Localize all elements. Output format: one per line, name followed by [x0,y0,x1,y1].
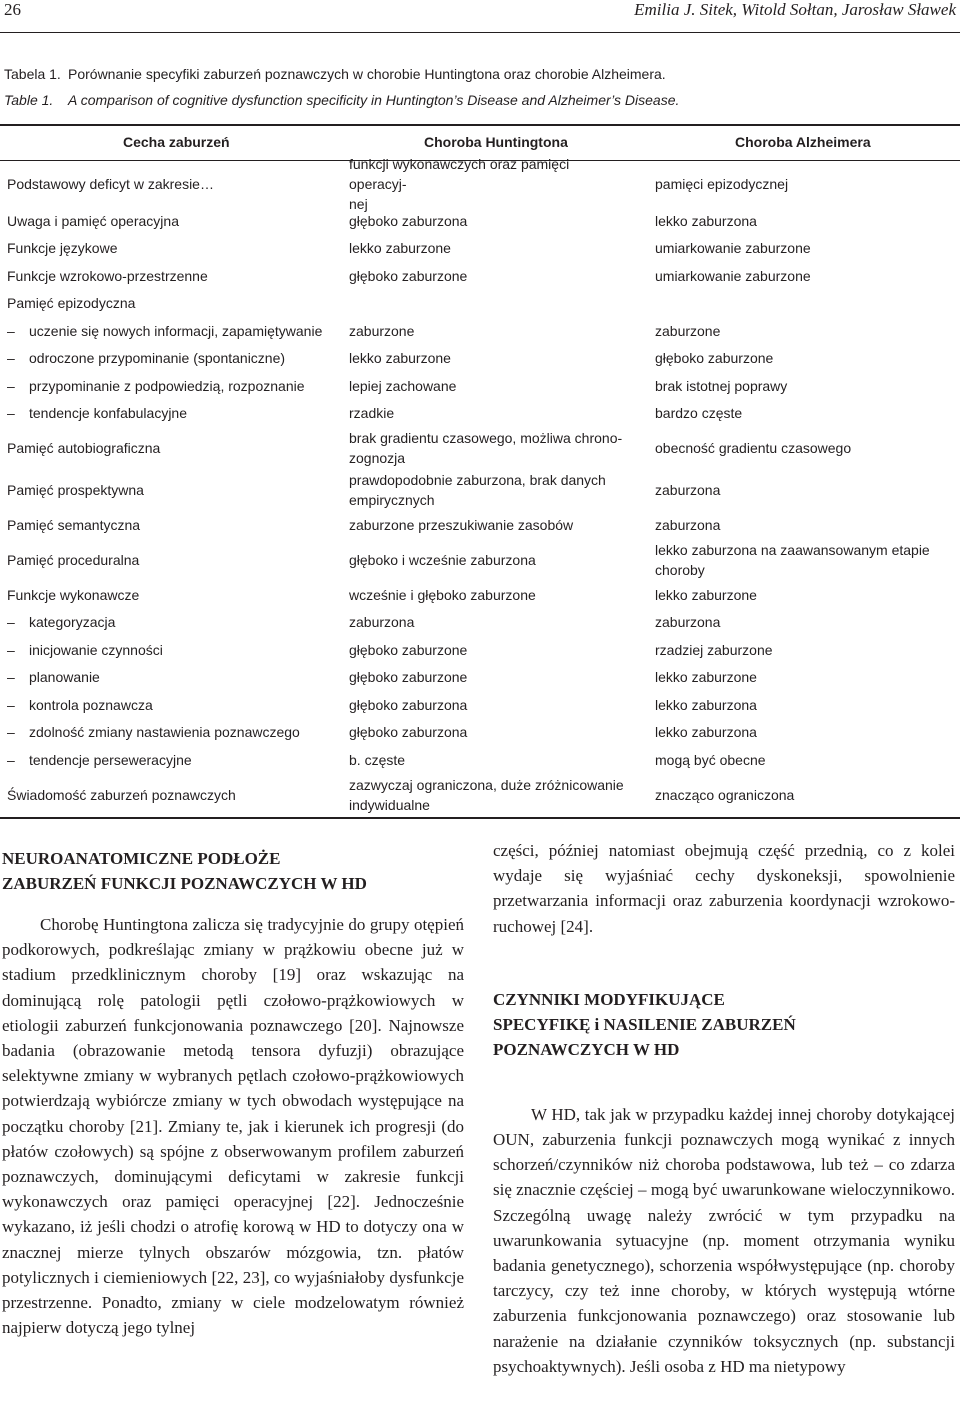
cell-alzheimer: pamięci epizodycznej [655,176,789,192]
cell-feature: – tendencje perseweracyjne [7,750,359,770]
table-caption-pl [4,66,666,82]
cell-feature: Pamięć epizodyczna [7,295,136,311]
table-row [0,207,960,234]
cell-alzheimer: znacząco ograniczona [655,787,795,803]
table-row [0,773,960,817]
cell-alzheimer: rzadziej zaburzone [655,641,773,658]
table-row [0,511,960,539]
cell-feature: – przypominanie z podpowiedzią, rozpoznanie [7,376,359,396]
table-row [0,372,960,399]
header-alzheimer: Choroba Alzheimera [735,134,871,150]
cell-alzheimer: mogą być obecne [655,751,766,768]
cell-huntington: zaburzona [349,614,415,630]
cell-feature: Uwaga i pamięć operacyjna [7,212,179,229]
cell-alzheimer: zaburzone [655,322,721,339]
cell-huntington: lekko zaburzone [349,240,451,256]
table-row [0,399,960,427]
caption-label: Tabela 1. [4,66,61,82]
table-bottom-rule [0,817,960,819]
table-row [0,262,960,289]
cell-alzheimer: brak istotnej poprawy [655,377,788,394]
table-row [0,469,960,511]
caption-text: Porównanie specyfiki zaburzeń poznawczych w chorobie Huntingtona oraz chorobie Alzheimera. [68,66,666,82]
body-paragraph: W HD, tak jak w przypadku każdej innej choroby dotykającej OUN, zaburzenia funkcji poznawczych mogą wynikać z innych schorzeń/czynników niż choroba podstawowa, lub też – co zdarza się znacznie częściej – mogą być uwarunkowane wieloczynnikowo. Szczególną uwagę należy zwrócić w tym przypadku na uwarunkowania sytuacyjne (np. moment otrzymania wyniku badania genetycznego), schorzenia współwystępujące (np. choroby tarczycy, czy też inne choroby, w których występują wtórne zaburzenia funkcjonowania poznawczego) oraz stosowanie lub narażenie na działanie czynników toksycznych (np. substancji psychoaktywnych). Jeśli osoba z HD ma nietypowy [493,1104,955,1376]
cell-feature: Funkcje wzrokowo-przestrzenne [7,267,208,284]
cell-alzheimer: zaburzona [655,517,721,533]
cell-alzheimer: lekko zaburzone [655,669,757,685]
table-row [0,746,960,773]
table-body [0,156,960,817]
cell-huntington: głęboko zaburzone [349,641,468,658]
cell-huntington: zaburzone [349,322,415,339]
cell-feature: Funkcje wykonawcze [7,586,140,603]
cell-feature: – planowanie [7,667,359,687]
table-row [0,691,960,718]
page-number: 26 [4,0,21,19]
table-row [0,636,960,663]
cell-feature: – uczenie się nowych informacji, zapamiętywanie [7,321,359,341]
body-paragraph: Chorobę Huntingtona zalicza się tradycyjnie do grupy otępień podkorowych, podkreślając zmiany w prążkowiu obecne już w stadium przedklinicznym choroby [19] oraz wskazując na dominującą rolę patologii pętli czołowo-prążkowiowych w etiologii zaburzeń funkcjonowania poznawczego [20]. Najnowsze badania (obrazowanie metodą tensora dyfuzji) obrazujące selektywne zmiany w wybranych pętlach czołowo-prążkowiowych potwierdzają wybiórcze zmiany w tych obwodach występujące na początku choroby [21]. Zmiany te, jak i kierunek ich progresji (do płatów czołowych) są spójne z obserwowanym profilem zaburzeń poznawczych, dominującymi deficytami w zakresie funkcji wykonawczych oraz pamięci operacyjnej [22]. Jednocześnie wykazano, iż jeśli chodzi o atrofię korową w HD to dotyczy ona w znacznej mierze tylnych obszarów mózgowia, tzn. płatów potylicznych i ciemieniowych [22, 23], co wyjaśniałoby dysfunkcje przestrzenne. Ponadto, zmiany w ciele modzelowatym również najpierw dotyczą jego tylnej [2,915,464,1338]
section-heading: CZYNNIKI MODYFIKUJĄCE SPECYFIKĘ i NASILENIE ZABURZEŃ POZNAWCZYCH W HD [493,989,796,1059]
cell-huntington: zaburzone przeszukiwanie zasobów [349,517,574,533]
table-row [0,718,960,746]
cell-huntington: zazwyczaj ograniczona, duże zróżnicowanie indywidualne [349,777,624,813]
comparison-table [0,124,960,819]
cell-feature: – zdolność zmiany nastawienia poznawczego [7,722,359,742]
cell-huntington: funkcji wykonawczych oraz pamięci operacyj- nej [349,156,570,212]
cell-feature: Pamięć proceduralna [7,552,140,568]
cell-feature: – kontrola poznawcza [7,695,359,715]
cell-alzheimer: lekko zaburzona [655,724,757,740]
cell-alzheimer: obecność gradientu czasowego [655,440,852,456]
table-row [0,427,960,469]
cell-alzheimer: lekko zaburzone [655,586,757,603]
cell-alzheimer: lekko zaburzona [655,696,757,713]
section-heading: NEUROANATOMICZNE PODŁOŻE ZABURZEŃ FUNKCJI POZNAWCZYCH W HD [2,849,367,893]
cell-alzheimer: bardzo częste [655,405,743,421]
table-row [0,234,960,262]
cell-huntington: głęboko zaburzone [349,669,468,685]
cell-huntington: b. częste [349,751,406,768]
cell-huntington: głęboko zaburzona [349,724,468,740]
header-huntington: Choroba Huntingtona [424,134,568,150]
cell-alzheimer: umiarkowanie zaburzone [655,240,811,256]
left-column [2,838,464,1340]
table-caption-en [4,92,679,108]
cell-alzheimer: lekko zaburzona [655,212,757,229]
cell-alzheimer: zaburzona [655,614,721,630]
table-row [0,581,960,608]
table-row [0,289,960,317]
cell-huntington: głęboko i wcześnie zaburzona [349,552,536,568]
cell-feature: Podstawowy deficyt w zakresie… [7,176,214,192]
table-row [0,539,960,581]
table-row [0,608,960,636]
caption-text: A comparison of cognitive dysfunction specificity in Huntington’s Disease and Alzheimer’s Disease. [68,92,680,108]
cell-huntington: brak gradientu czasowego, możliwa chrono- zognozja [349,430,623,466]
cell-alzheimer: umiarkowanie zaburzone [655,267,811,284]
cell-huntington: rzadkie [349,405,395,421]
cell-alzheimer: głęboko zaburzone [655,350,774,366]
caption-label: Table 1. [4,92,54,108]
cell-huntington: lekko zaburzone [349,350,451,366]
cell-alzheimer: lekko zaburzona na zaawansowanym etapie choroby [655,542,930,578]
cell-feature: – kategoryzacja [7,612,359,632]
cell-feature: Pamięć prospektywna [7,482,144,498]
table-row [0,156,960,212]
cell-huntington: prawdopodobnie zaburzona, brak danych empirycznych [349,472,606,508]
cell-alzheimer: zaburzona [655,482,721,498]
table-row [0,663,960,691]
header-rule [0,32,960,33]
cell-huntington: lepiej zachowane [349,377,457,394]
cell-huntington: głęboko zaburzona [349,212,468,229]
cell-feature: Pamięć semantyczna [7,517,141,533]
cell-feature: – odroczone przypominanie (spontaniczne) [7,348,359,368]
cell-feature: – inicjowanie czynności [7,640,359,660]
cell-huntington: wcześnie i głęboko zaburzone [349,586,536,603]
cell-feature: – tendencje konfabulacyjne [7,403,359,423]
table-row [0,344,960,372]
cell-huntington: głęboko zaburzona [349,696,468,713]
cell-feature: Pamięć autobiograficzna [7,440,161,456]
table-row [0,317,960,344]
cell-feature: Świadomość zaburzeń poznawczych [7,787,236,803]
right-column [493,838,955,1379]
cell-huntington: głęboko zaburzone [349,267,468,284]
header-feature: Cecha zaburzeń [123,134,230,150]
cell-feature: Funkcje językowe [7,240,118,256]
body-paragraph-continuation: części, później natomiast obejmują część przednią, co z kolei wydaje się wyjaśniać cechy dyskoneksji, spowolnienie przetwarzania informacji oraz zaburzenia koordynacji wzrokowo-ruchowej [24]. [493,841,955,936]
running-head-authors: Emilia J. Sitek, Witold Sołtan, Jarosław Sławek [634,0,956,19]
